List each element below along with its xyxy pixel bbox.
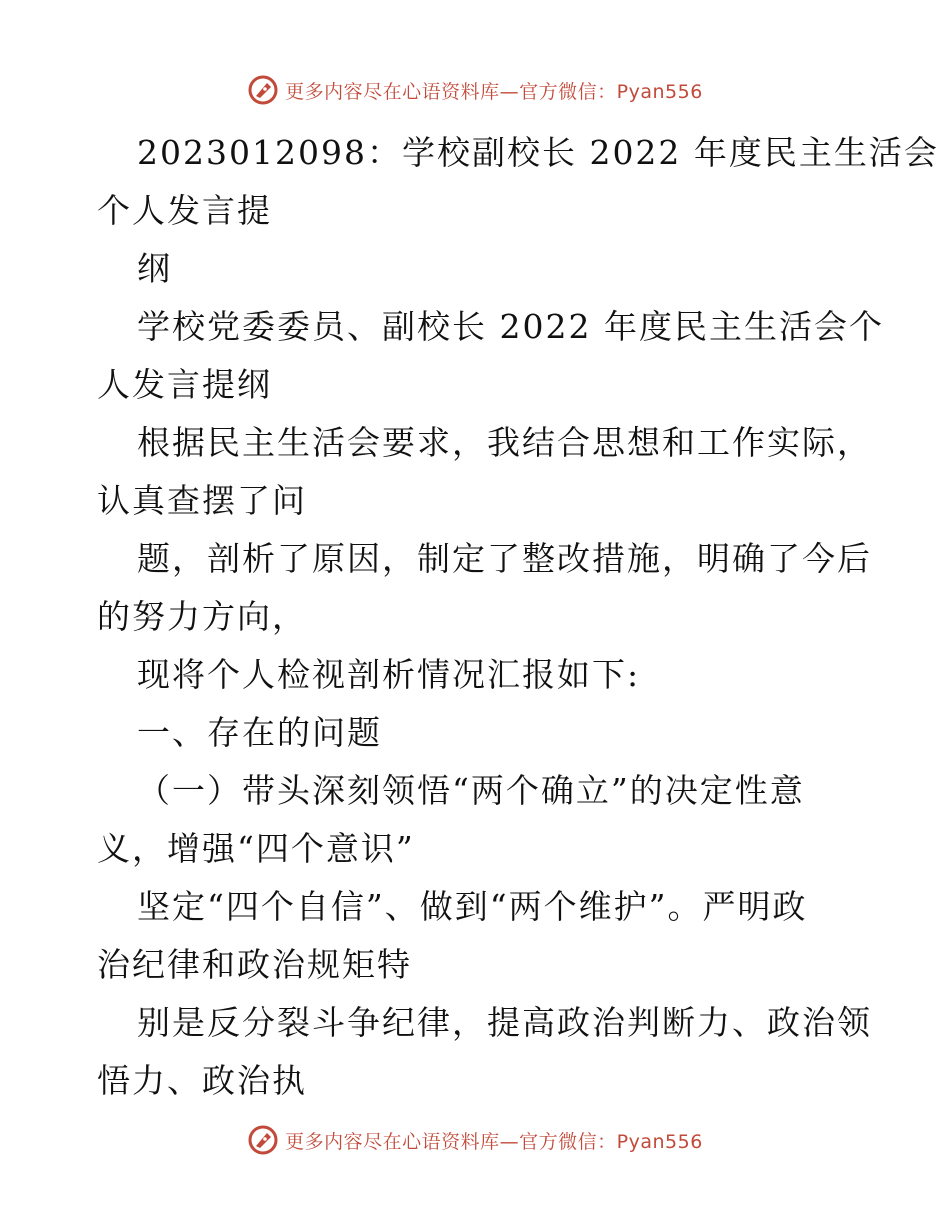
text-line: 现将个人检视剖析情况汇报如下: <box>137 655 641 694</box>
text-line: 纲 <box>137 249 172 288</box>
pen-nib-logo-icon <box>247 74 279 106</box>
pen-nib-logo-icon <box>247 1124 279 1156</box>
text-line: 别是反分裂斗争纪律，提高政治判断力、政治领 <box>137 1003 872 1042</box>
subsection-heading: （一）带头深刻领悟“两个确立”的决定性意 <box>137 771 805 810</box>
section-heading: 一、存在的问题 <box>137 713 382 752</box>
text-line: 坚定“四个自信”、做到“两个维护”。严明政 <box>137 887 808 926</box>
watermark-text: 更多内容尽在心语资料库—官方微信：Pyan556 <box>285 1130 703 1153</box>
watermark-text: 更多内容尽在心语资料库—官方微信：Pyan556 <box>285 80 703 103</box>
text-line: 治纪律和政治规矩特 <box>97 945 412 984</box>
text-line: 2023012098：学校副校长 2022 年度民主生活会 <box>137 133 939 172</box>
text-line: 个人发言提 <box>97 191 272 230</box>
header-watermark <box>0 70 950 110</box>
text-line: 认真查摆了问 <box>97 481 307 520</box>
text-line: 义，增强“四个意识” <box>97 829 415 868</box>
text-line: 学校党委委员、副校长 2022 年度民主生活会个 <box>137 307 884 346</box>
text-line: 的努力方向， <box>97 597 307 636</box>
text-line: 根据民主生活会要求，我结合思想和工作实际， <box>137 423 872 462</box>
text-line: 人发言提纲 <box>97 365 272 404</box>
text-line: 悟力、政治执 <box>97 1061 307 1100</box>
footer-watermark <box>0 1120 950 1160</box>
text-line: 题，剖析了原因，制定了整改措施，明确了今后 <box>137 539 872 578</box>
document-body <box>97 124 939 1110</box>
